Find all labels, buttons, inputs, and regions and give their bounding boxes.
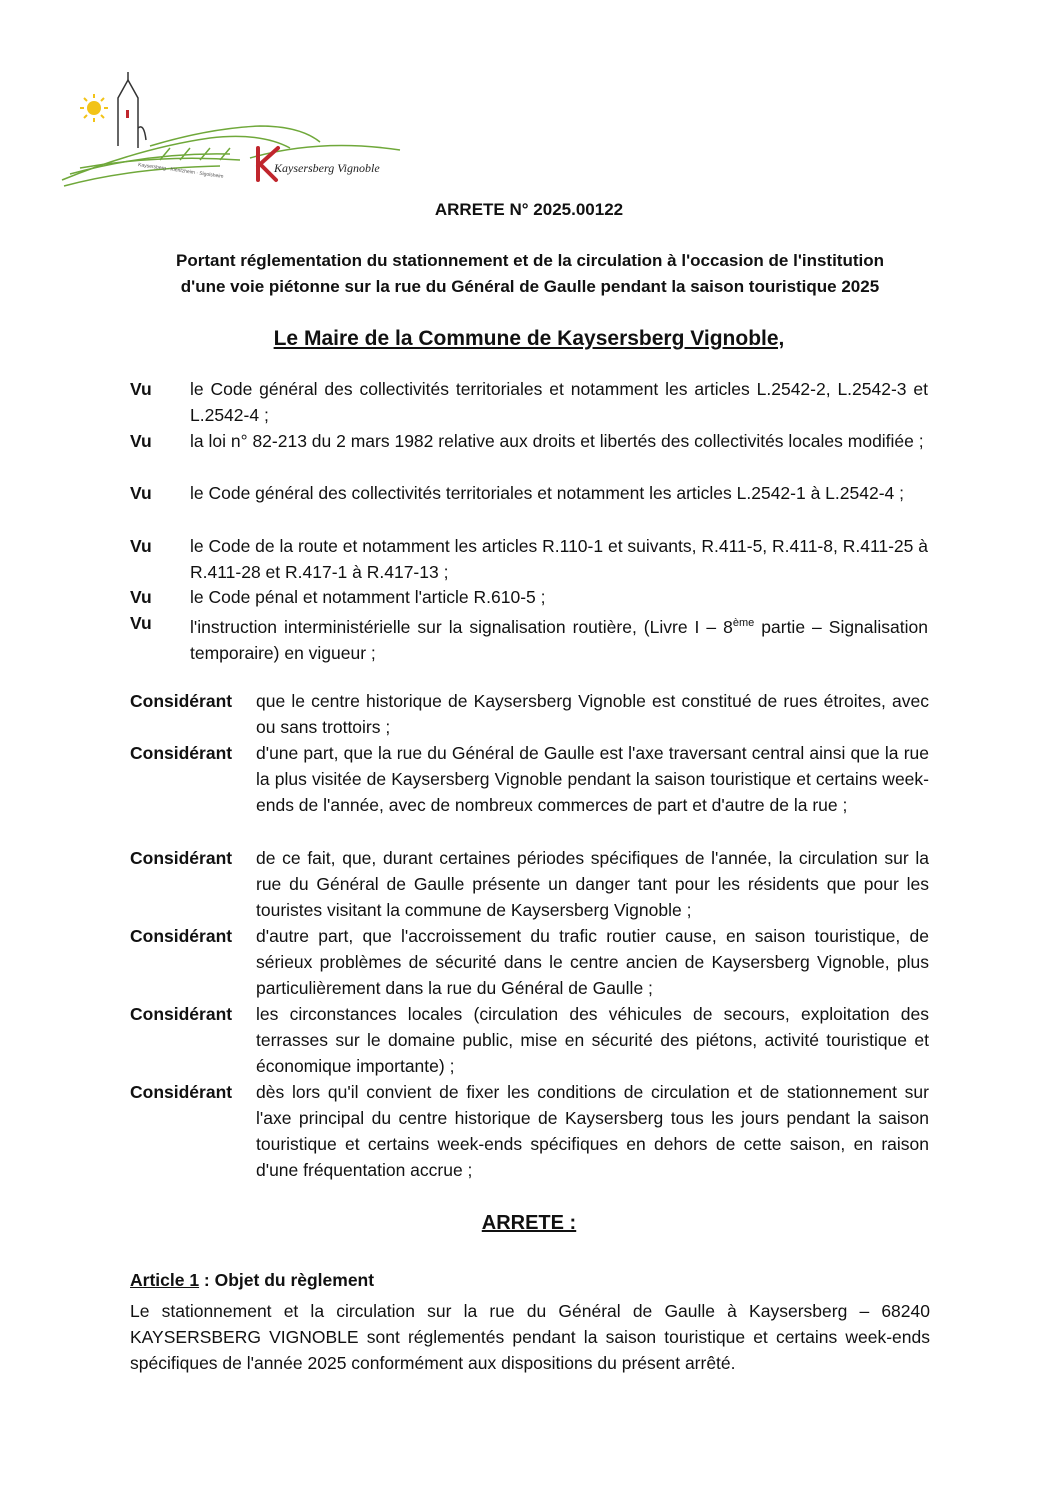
- arrete-number: ARRETE N° 2025.00122: [434, 200, 624, 219]
- vu-text-after: partie – Signalisation temporaire) en vigueur ;: [190, 616, 928, 663]
- vu-label: Vu: [130, 379, 152, 399]
- tower-icon: [118, 72, 146, 148]
- considerant-label: Considérant: [130, 848, 233, 868]
- village-tower-vineyard-logo: [60, 68, 410, 193]
- considerant-label: Considérant: [130, 926, 233, 946]
- vu-text: le Code général des collectivités territoriales et notamment les articles L.2542-2, L.2542-3 et L.2542-4 ;: [190, 379, 928, 425]
- article-1-text: Le stationnement et la circulation sur la rue du Général de Gaulle à Kaysersberg – 68240 KAYSERSBERG VIGNOBLE sont réglementés pendant la saison touristique et certains week-ends spécifiques de l'année 2025 conformément aux dispositions du présent arrêté.: [130, 1301, 930, 1373]
- considerant-text: d'une part, que la rue du Général de Gaulle est l'axe traversant central ainsi que la rue la plus visitée de Kaysersberg Vignoble pendant la saison touristique et certains week-ends de l'année, avec de nombreux commerces de part et d'autre de la rue ;: [256, 743, 929, 815]
- considerant-item: [130, 1079, 929, 1183]
- vu-superscript: ème: [732, 617, 755, 629]
- vineyard-hills-icon: [62, 126, 400, 186]
- vu-item: [130, 376, 928, 428]
- considerant-text: que le centre historique de Kaysersberg Vignoble est constitué de rues étroites, avec ou sans trottoirs ;: [256, 691, 929, 737]
- vu-text: le Code général des collectivités territoriales et notamment les articles L.2542-1 à L.2542-4 ;: [190, 483, 904, 503]
- vu-item: [130, 610, 928, 666]
- considerant-label: Considérant: [130, 1082, 233, 1102]
- considerant-text: de ce fait, que, durant certaines périodes spécifiques de l'année, la circulation sur la rue du Général de Gaulle présente un danger tant pour les résidents que pour les touristes visitant la commune de Kaysersberg Vignoble ;: [256, 848, 929, 920]
- considerant-text: dès lors qu'il convient de fixer les conditions de circulation et de stationnement sur l'axe principal du centre historique de Kaysersberg tous les jours pendant la saison touristique et certains week-ends spécifiques en dehors de cette saison, en raison d'une fréquentation accrue ;: [256, 1082, 929, 1180]
- article-1-heading: [130, 1270, 374, 1291]
- subject-line-1: Portant réglementation du stationnement et de la circulation à l'occasion de l'institution: [175, 251, 884, 270]
- vu-text: [190, 610, 928, 666]
- vu-item: [130, 533, 928, 585]
- arrete-subject: [120, 248, 940, 300]
- vu-text: le Code pénal et notamment l'article R.610-5 ;: [190, 587, 546, 607]
- vu-item: [130, 584, 928, 610]
- vu-label: Vu: [130, 483, 152, 503]
- vu-text: le Code de la route et notamment les articles R.110-1 et suivants, R.411-5, R.411-8, R.411-25 à R.411-28 et R.417-1 à R.417-13 ;: [190, 536, 928, 582]
- vu-label: Vu: [130, 431, 152, 451]
- vu-label: Vu: [130, 587, 152, 607]
- considerant-text: les circonstances locales (circulation des véhicules de secours, exploitation des terrasses sur le domaine public, mise en sécurité des piétons, activité touristique et économique importante) ;: [256, 1004, 929, 1076]
- vu-text: la loi n° 82-213 du 2 mars 1982 relative aux droits et libertés des collectivités locales modifiée ;: [190, 431, 924, 451]
- sun-icon: [80, 94, 108, 122]
- logo-tagline: Kaysersberg · Kientzheim · Sigolsheim: [137, 162, 224, 180]
- considerant-item: [130, 740, 929, 818]
- considerant-label: Considérant: [130, 1004, 233, 1024]
- article-1-title: : Objet du règlement: [199, 1270, 375, 1290]
- considerant-label: Considérant: [130, 691, 233, 711]
- considerant-item: [130, 845, 929, 923]
- considerant-text: d'autre part, que l'accroissement du trafic routier cause, en saison touristique, de sérieux problèmes de sécurité dans le centre ancien de Kaysersberg Vignoble, plus particulièrement dans la rue du Général de Gaulle ;: [256, 926, 929, 998]
- subject-line-2: d'une voie piétonne sur la rue du Général de Gaulle pendant la saison touristique 2025: [180, 277, 880, 296]
- considerant-item: [130, 1001, 929, 1079]
- arrete-decision-title: ARRETE :: [481, 1212, 577, 1234]
- considerant-item: [130, 688, 929, 740]
- vu-text-before: l'instruction interministérielle sur la signalisation routière, (Livre I – 8: [190, 616, 733, 637]
- vu-item: [130, 480, 928, 506]
- logo-brand-name: Kaysersberg Vignoble: [274, 161, 380, 175]
- vu-item: [130, 428, 928, 454]
- considerant-label: Considérant: [130, 743, 233, 763]
- vu-label: Vu: [130, 536, 152, 556]
- considerant-item: [130, 923, 929, 1001]
- article-1-number: Article 1: [130, 1270, 200, 1290]
- mayor-title: Le Maire de la Commune de Kaysersberg Vignoble,: [273, 327, 785, 350]
- vu-label: Vu: [130, 613, 152, 633]
